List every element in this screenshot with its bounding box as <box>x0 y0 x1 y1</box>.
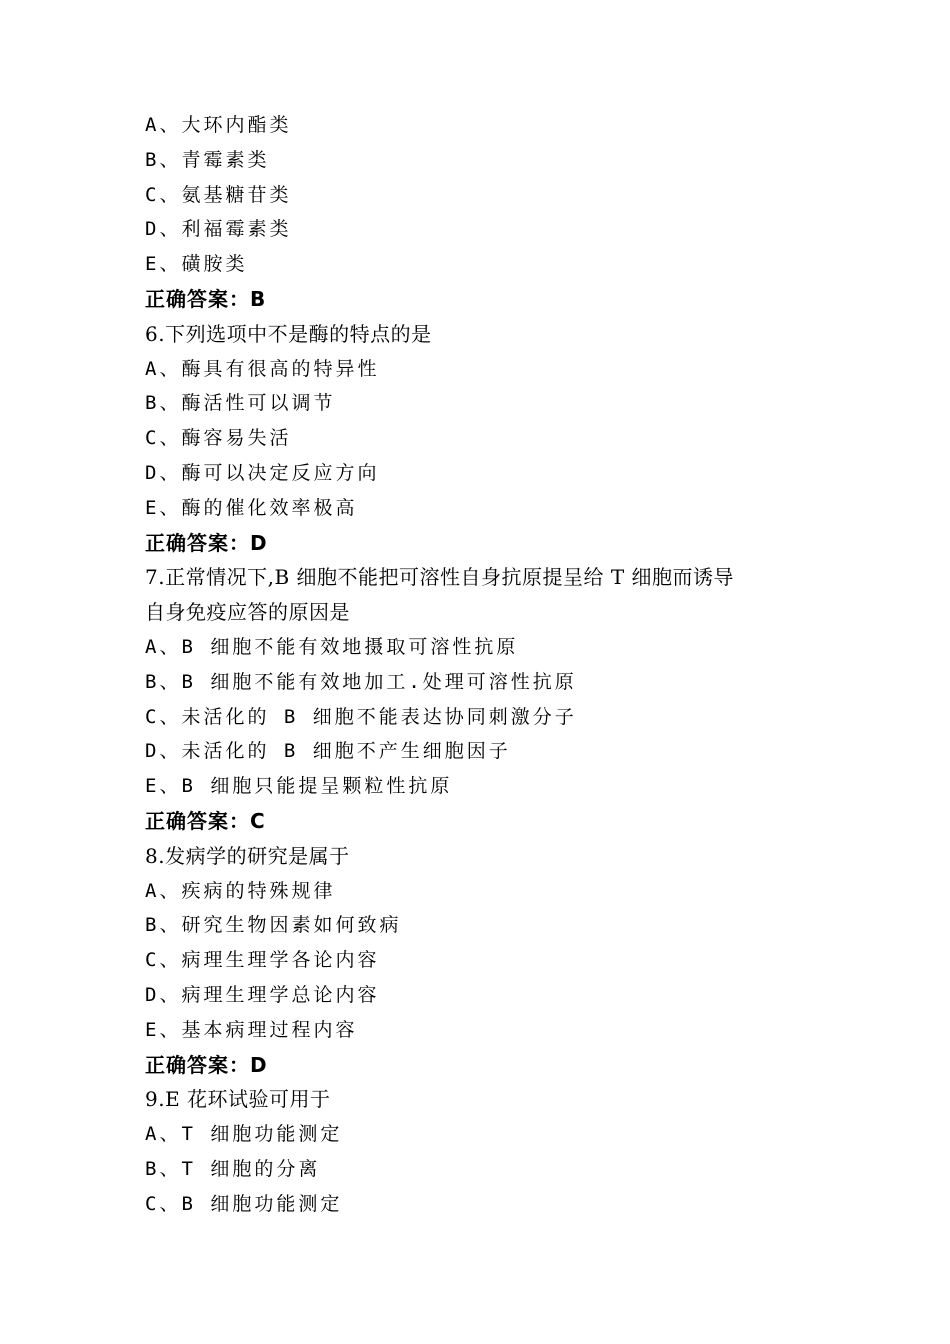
option-line: E、酶的催化效率极高 <box>145 496 358 519</box>
option-line: C、氨基糖苷类 <box>145 183 292 206</box>
option-line: A、B 细胞不能有效地摄取可溶性抗原 <box>145 635 519 658</box>
option-line: B、酶活性可以调节 <box>145 392 336 415</box>
option-line: A、大环内酯类 <box>145 114 292 136</box>
option-line: D、利福霉素类 <box>145 218 292 241</box>
correct-answer: 正确答案：D <box>145 1052 268 1077</box>
option-line: D、酶可以决定反应方向 <box>145 461 380 484</box>
option-line: B、T 细胞的分离 <box>145 1157 321 1180</box>
option-line: C、酶容易失活 <box>145 427 292 450</box>
question-list <box>145 108 825 1222</box>
option-line: A、疾病的特殊规律 <box>145 879 336 902</box>
option-line: D、未活化的 B 细胞不产生细胞因子 <box>145 740 511 763</box>
correct-answer: 正确答案：D <box>145 530 268 555</box>
correct-answer: 正确答案：C <box>145 808 266 833</box>
correct-answer: 正确答案：B <box>145 286 267 311</box>
option-line: A、T 细胞功能测定 <box>145 1123 343 1146</box>
option-line: C、B 细胞功能测定 <box>145 1192 343 1215</box>
option-line: C、病理生理学各论内容 <box>145 949 380 972</box>
question-text-continued: 自身免疫应答的原因是 <box>145 600 350 625</box>
option-line: B、B 细胞不能有效地加工.处理可溶性抗原 <box>145 670 577 693</box>
option-line: E、基本病理过程内容 <box>145 1018 358 1041</box>
option-line: C、未活化的 B 细胞不能表达协同刺激分子 <box>145 705 577 728</box>
question-text: 6.下列选项中不是酶的特点的是 <box>145 321 432 346</box>
option-line: B、研究生物因素如何致病 <box>145 914 402 937</box>
question-text: 9.E 花环试验可用于 <box>145 1087 331 1112</box>
option-line: B、青霉素类 <box>145 148 270 171</box>
option-line: A、酶具有很高的特异性 <box>145 357 380 380</box>
option-line: E、B 细胞只能提呈颗粒性抗原 <box>145 775 453 798</box>
option-line: D、病理生理学总论内容 <box>145 983 380 1006</box>
question-text: 8.发病学的研究是属于 <box>145 843 350 868</box>
question-text: 7.正常情况下,B 细胞不能把可溶性自身抗原提呈给 T 细胞而诱导 <box>145 565 735 590</box>
option-line: E、磺胺类 <box>145 253 248 276</box>
